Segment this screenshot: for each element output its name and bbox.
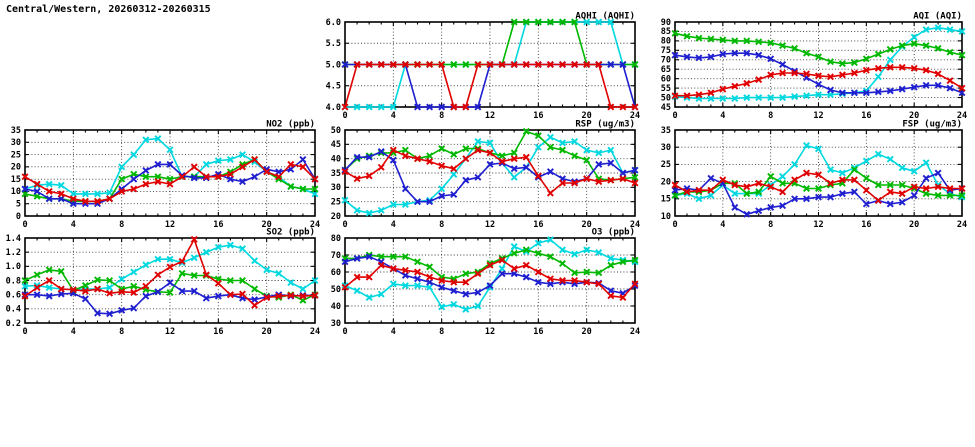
x-tick-label: 24: [956, 220, 968, 230]
y-tick-label: 0: [15, 211, 21, 222]
y-tick-label: 85: [660, 27, 671, 38]
x-tick-label: 0: [342, 327, 348, 337]
y-tick-label: 35: [10, 125, 21, 136]
x-tick-label: 16: [533, 327, 544, 337]
x-tick-label: 4: [720, 220, 726, 230]
x-tick-label: 20: [581, 327, 592, 337]
x-tick-label: 24: [629, 111, 641, 121]
page-title: Central/Western, 20260312-20260315: [6, 4, 211, 15]
no2-plot: [0, 116, 325, 232]
x-tick-label: 16: [213, 220, 224, 230]
y-tick-label: 0.6: [5, 290, 21, 301]
y-tick-label: 35: [660, 125, 671, 136]
series: [672, 143, 965, 217]
x-tick-label: 12: [813, 111, 824, 121]
x-tick-label: 0: [672, 220, 678, 230]
x-tick-label: 12: [813, 220, 824, 230]
y-tick-label: 6.0: [325, 17, 341, 28]
axis-labels: [326, 12, 640, 122]
x-tick-label: 0: [22, 220, 28, 230]
y-tick-label: 10: [10, 187, 21, 198]
fsp-plot: [643, 116, 972, 232]
chart-so2: [0, 224, 325, 339]
y-tick-label: 40: [330, 154, 341, 165]
chart-title: O3 (ppb): [591, 227, 635, 238]
y-tick-label: 0.4: [5, 304, 21, 315]
series-cyan: [22, 136, 318, 197]
chart-title: SO2 (ppb): [266, 227, 315, 238]
x-tick-label: 4: [70, 220, 76, 230]
x-tick-label: 20: [261, 220, 272, 230]
x-tick-label: 0: [672, 111, 678, 121]
y-tick-label: 30: [660, 143, 671, 153]
y-tick-label: 15: [660, 194, 671, 205]
x-tick-label: 16: [861, 111, 872, 121]
y-tick-label: 75: [660, 46, 671, 57]
y-tick-label: 20: [660, 177, 671, 188]
x-tick-label: 24: [956, 111, 968, 121]
x-tick-label: 8: [119, 220, 125, 230]
aqi-plot: [643, 8, 972, 123]
axis-labels: [661, 12, 967, 122]
chart-aqi: [643, 8, 972, 123]
y-tick-label: 5.0: [325, 60, 341, 71]
y-tick-label: 4.0: [325, 102, 341, 113]
chart-fsp: [643, 116, 972, 232]
y-tick-label: 70: [330, 250, 341, 261]
chart-title: AQI (AQI): [913, 11, 962, 22]
x-tick-label: 8: [768, 220, 774, 230]
y-tick-label: 50: [330, 125, 341, 136]
x-tick-label: 8: [119, 327, 125, 337]
x-tick-label: 12: [164, 220, 176, 230]
y-tick-label: 80: [660, 36, 671, 47]
x-tick-label: 24: [629, 220, 641, 230]
y-tick-label: 30: [330, 183, 341, 194]
y-tick-label: 5.5: [325, 39, 341, 50]
x-tick-label: 4: [390, 220, 396, 230]
chart-title: AQHI (AQHI): [575, 11, 635, 22]
series-green: [672, 167, 965, 198]
chart-title: NO2 (ppb): [266, 119, 315, 130]
y-tick-label: 20: [10, 162, 21, 173]
gridlines: [675, 130, 962, 216]
x-tick-label: 0: [22, 327, 28, 337]
y-tick-label: 30: [10, 138, 21, 149]
x-tick-label: 8: [439, 327, 445, 337]
y-tick-label: 4.5: [325, 81, 341, 92]
y-tick-label: 35: [330, 168, 341, 179]
x-tick-label: 20: [581, 220, 592, 230]
x-tick-label: 12: [164, 327, 176, 337]
y-tick-label: 90: [660, 17, 671, 28]
y-tick-label: 40: [330, 301, 341, 312]
y-tick-label: 1.0: [5, 262, 21, 273]
x-tick-label: 24: [309, 327, 321, 337]
aqhi-plot: [313, 8, 645, 123]
x-tick-label: 4: [720, 111, 726, 121]
y-tick-label: 50: [330, 284, 341, 295]
series-blue: [342, 149, 638, 205]
x-tick-label: 12: [484, 220, 496, 230]
y-tick-label: 25: [660, 160, 671, 171]
y-tick-label: 1.2: [5, 247, 21, 258]
axis-labels: [331, 120, 640, 231]
y-tick-label: 25: [330, 197, 341, 208]
y-tick-label: 80: [330, 233, 341, 244]
x-tick-label: 4: [390, 327, 396, 337]
o3-plot: [313, 224, 645, 339]
x-tick-label: 20: [909, 111, 920, 121]
y-tick-label: 15: [10, 174, 21, 185]
chart-rsp: [313, 116, 645, 232]
x-tick-label: 20: [261, 327, 272, 337]
x-tick-label: 4: [70, 327, 76, 337]
y-tick-label: 65: [660, 65, 671, 76]
y-tick-label: 60: [660, 74, 671, 85]
y-tick-label: 25: [10, 150, 21, 161]
y-tick-label: 70: [660, 55, 671, 66]
y-tick-label: 20: [330, 211, 341, 222]
x-tick-label: 24: [309, 220, 321, 230]
y-tick-label: 45: [660, 102, 671, 113]
x-tick-label: 16: [533, 220, 544, 230]
x-tick-label: 16: [861, 220, 872, 230]
y-tick-label: 1.4: [5, 233, 21, 244]
x-tick-label: 24: [629, 327, 641, 337]
y-tick-label: 55: [660, 83, 671, 94]
y-tick-label: 5: [15, 199, 21, 210]
gridlines: [25, 238, 315, 323]
rsp-plot: [313, 116, 645, 232]
x-tick-label: 4: [390, 111, 396, 121]
x-tick-label: 16: [533, 111, 544, 121]
x-tick-label: 0: [342, 220, 348, 230]
x-tick-label: 0: [342, 111, 348, 121]
x-tick-label: 16: [213, 327, 224, 337]
so2-plot: [0, 224, 325, 339]
chart-title: FSP (ug/m3): [902, 119, 962, 130]
x-tick-label: 8: [439, 220, 445, 230]
chart-aqhi: [313, 8, 645, 123]
y-tick-label: 10: [660, 211, 671, 222]
chart-o3: [313, 224, 645, 339]
y-tick-label: 45: [330, 140, 341, 151]
y-tick-label: 50: [660, 93, 671, 104]
y-tick-label: 60: [330, 267, 341, 278]
x-tick-label: 20: [909, 220, 920, 230]
x-tick-label: 8: [439, 111, 445, 121]
y-tick-label: 0.8: [5, 276, 21, 287]
x-tick-label: 12: [484, 111, 496, 121]
x-tick-label: 8: [768, 111, 774, 121]
chart-no2: [0, 116, 325, 232]
chart-title: RSP (ug/m3): [575, 119, 635, 130]
y-tick-label: 30: [330, 318, 341, 329]
series-blue: [22, 280, 318, 317]
x-tick-label: 20: [581, 111, 592, 121]
x-tick-label: 12: [484, 327, 496, 337]
y-tick-label: 0.2: [5, 318, 21, 329]
